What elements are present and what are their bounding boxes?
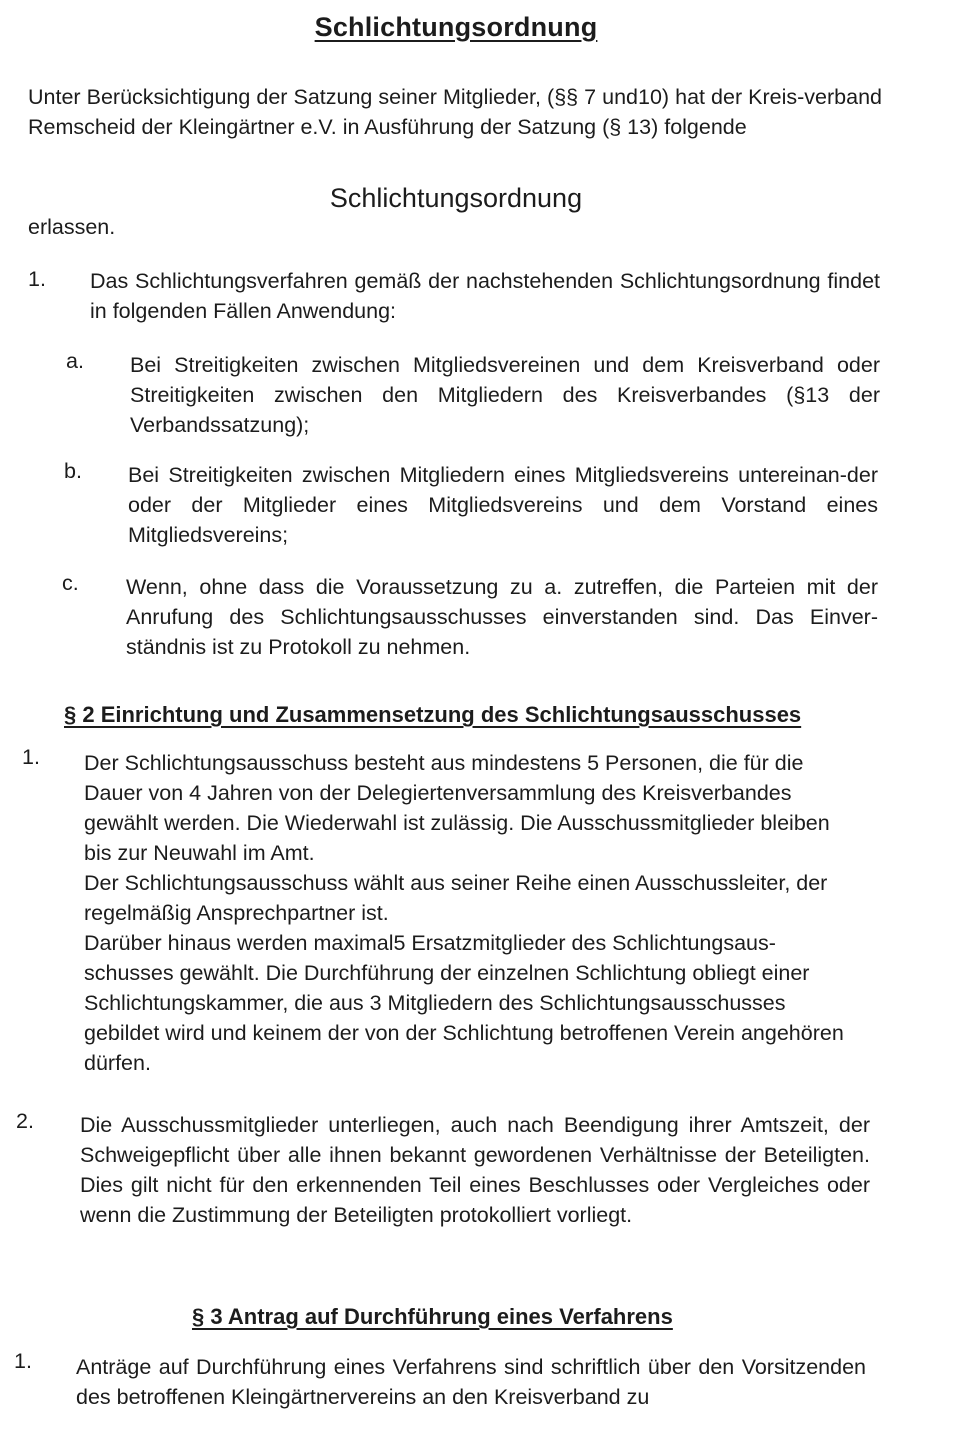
centered-title: Schlichtungsordnung bbox=[329, 183, 583, 213]
sub-item-text: Bei Streitigkeiten zwischen Mitgliedern eines Mitgliedsvereins untereinan-der oder der Mitglieder eines Mitgliedsvereins und dem Vorstand eines Mitgliedsvereins; bbox=[128, 463, 878, 547]
document-title: Schlichtungsordnung bbox=[314, 12, 598, 42]
paragraph: Der Schlichtungsausschuss wählt aus seiner Reihe einen Ausschussleiter, der regelmäßig Ansprechpartner ist. bbox=[84, 871, 828, 925]
sub-item-label: c. bbox=[62, 571, 79, 595]
item-number: 1. bbox=[14, 1349, 32, 1373]
sub-item-text: Bei Streitigkeiten zwischen Mitgliedsvereinen und dem Kreisverband oder Streitigkeiten zwischen den Mitgliedern des Kreisverbandes (§13 der Verbandssatzung); bbox=[130, 353, 880, 437]
sub-item-label: b. bbox=[64, 459, 82, 483]
intro-paragraph: Unter Berücksichtigung der Satzung seiner Mitglieder, (§§ 7 und10) hat der Kreis-verband Remscheid der Kleingärtner e.V. in Ausführung der Satzung (§ 13) folgende bbox=[28, 85, 882, 139]
item-number: 1. bbox=[22, 745, 40, 769]
section-heading: § 3 Antrag auf Durchführung eines Verfahrens bbox=[192, 1304, 673, 1329]
erlassen-text: erlassen. bbox=[28, 215, 116, 239]
item-text: Anträge auf Durchführung eines Verfahrens sind schriftlich über den Vorsitzenden des betroffenen Kleingärtnervereins an den Kreisverband zu bbox=[76, 1355, 866, 1409]
item-text: Die Ausschussmitglieder unterliegen, auch nach Beendigung ihrer Amtszeit, der Schweigepflicht über alle ihnen bekannt gewordenen Verhältnisse der Beteiligten. Dies gilt nicht für den erkennenden Teil eines Beschlusses oder Vergleiches oder wenn die Zustimmung der Beteiligten protokolliert vorliegt. bbox=[80, 1113, 870, 1227]
item-number: 2. bbox=[16, 1109, 34, 1133]
section-heading: § 2 Einrichtung und Zusammensetzung des Schlichtungsausschusses bbox=[64, 702, 802, 727]
item-number: 1. bbox=[28, 267, 46, 291]
sub-item-text: Wenn, ohne dass die Voraussetzung zu a. zutreffen, die Parteien mit der Anrufung des Schlichtungsausschusses einverstanden sind. Das Einver-ständnis ist zu Protokoll zu nehmen. bbox=[126, 575, 878, 659]
item-text bbox=[84, 748, 854, 1078]
paragraph: Darüber hinaus werden maximal5 Ersatzmitglieder des Schlichtungsaus-schusses gewählt. Die Durchführung der einzelnen Schlichtung obliegt einer Schlichtungskammer, die aus 3 Mitgliedern des Schlichtungsausschusses gebildet wird und keinem der von der Schlichtung betroffenen Verein angehören dürfen. bbox=[84, 931, 844, 1075]
item-text: Das Schlichtungsverfahren gemäß der nachstehenden Schlichtungsordnung findet in folgenden Fällen Anwendung: bbox=[90, 269, 880, 323]
paragraph: Der Schlichtungsausschuss besteht aus mindestens 5 Personen, die für die Dauer von 4 Jahren von der Delegiertenversammlung des Kreisverbandes gewählt werden. Die Wiederwahl ist zulässig. Die Ausschussmitglieder bleiben bis zur Neuwahl im Amt. bbox=[84, 751, 830, 865]
sub-item-label: a. bbox=[66, 349, 84, 373]
